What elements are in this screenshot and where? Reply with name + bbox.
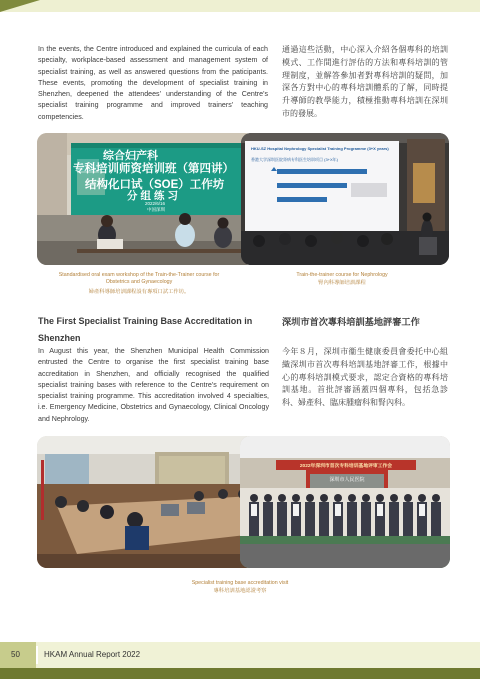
- page-footer: [0, 642, 480, 679]
- photo-meeting-graphic: [37, 436, 255, 568]
- photo-group-graphic: [240, 436, 450, 568]
- banner-org: 中国深圳: [147, 207, 165, 212]
- slide-subtitle: 香港大学深圳医院肾病专科医生培训项目 (3+X年): [251, 157, 339, 162]
- photo-nephrology-graphic: [241, 133, 449, 265]
- intro-paragraph-en: In the events, the Centre introduced and explained the curricula of each specialty, workplace-based assessment and management system of specialist training, as well as answered questions from the paticipants. These events, promoting the development of specialist training in Shenzhen, deepened the attendees' understanding of the Centre's specialist training programme and improved trainers' teaching competencies.: [38, 45, 268, 121]
- photo-accreditation-meeting: [37, 436, 255, 568]
- footer-divider: [36, 646, 38, 664]
- footer-stripe: [0, 668, 480, 679]
- photo-obstetrics-workshop: [37, 133, 255, 265]
- photo1-caption-zh: 婦產科導師培訓課程設有專項口試工作坊。: [88, 289, 190, 295]
- photo-nephrology-course: [241, 133, 449, 265]
- banner-line-3: 结构化口试（SOE）工作坊: [85, 179, 225, 191]
- section-heading-en: The First Specialist Training Base Accreditation in Shenzhen: [38, 316, 253, 343]
- hospital-sign-text: 深圳市人民医院: [329, 477, 365, 483]
- slide-title: HKU-SZ Hospital Nephrology Specialist Training Programme (3+X years): [251, 146, 389, 151]
- photo2-caption-zh: 腎內科導師培訓課程: [318, 280, 366, 286]
- photo2-caption-en: Train-the-trainer course for Nephrology: [296, 272, 388, 278]
- section-body-zh: 今年８月，深圳市衞生健康委員會委托中心組織深圳市首次專科培訓基地評審工作，根據中心的專科培訓模式要求，認定合資格的專科培訓基地。首批評審涵蓋四個專科，包括急診科、婦產科、臨床腫瘤科和腎內科。: [282, 347, 448, 408]
- page-number: 50: [11, 650, 20, 659]
- top-corner-accent: [0, 0, 40, 12]
- banner-line-1: 综合妇产科: [103, 150, 158, 162]
- photo-group-accreditation: [240, 436, 450, 568]
- top-decorative-bar: [0, 0, 480, 12]
- section-heading-zh: 深圳市首次專科培訓基地評審工作: [282, 317, 420, 327]
- banner-line-4: 分组练习: [127, 190, 181, 202]
- photo1-caption-en: Standardised oral exam workshop of the Train-the-Trainer course for Obstetrics and Gynaecology: [58, 272, 220, 286]
- section-body-en: In August this year, the Shenzhen Municipal Health Commission entrusted the Centre to organise the first specialist training base accreditation in Shenzhen, and officially recognised the qualified specialist training bases with reference to the Centre's requirement on specialist training programme. This accreditation involved 4 specialties, i.e. Emergency Medicine, Obstetrics and Gynaecology, Clinical Oncology and Nephrology.: [38, 347, 269, 423]
- group-banner-text: 2022年深圳市首次专科培训基地评审工作会: [299, 464, 393, 469]
- bottom-caption-en: Specialist training base accreditation visit: [191, 580, 289, 586]
- banner-line-2: 专科培训师资培训班（第四讲）: [73, 163, 234, 175]
- intro-paragraph-zh: 通過這些活動，中心深入介紹各個專科的培訓模式、工作間進行評估的方法和專科培訓的管理制度，並解答參加者對專科培訓的疑問，加深各方對中心的專科培訓體系的了解，同時提升導師的教學能力，積極推動專科培訓在深圳市的發展。: [282, 45, 448, 118]
- bottom-caption-zh: 專科培訓基地認證考察: [213, 588, 267, 594]
- banner-date: 2022/6/16: [145, 201, 166, 206]
- report-title: HKAM Annual Report 2022: [44, 650, 141, 659]
